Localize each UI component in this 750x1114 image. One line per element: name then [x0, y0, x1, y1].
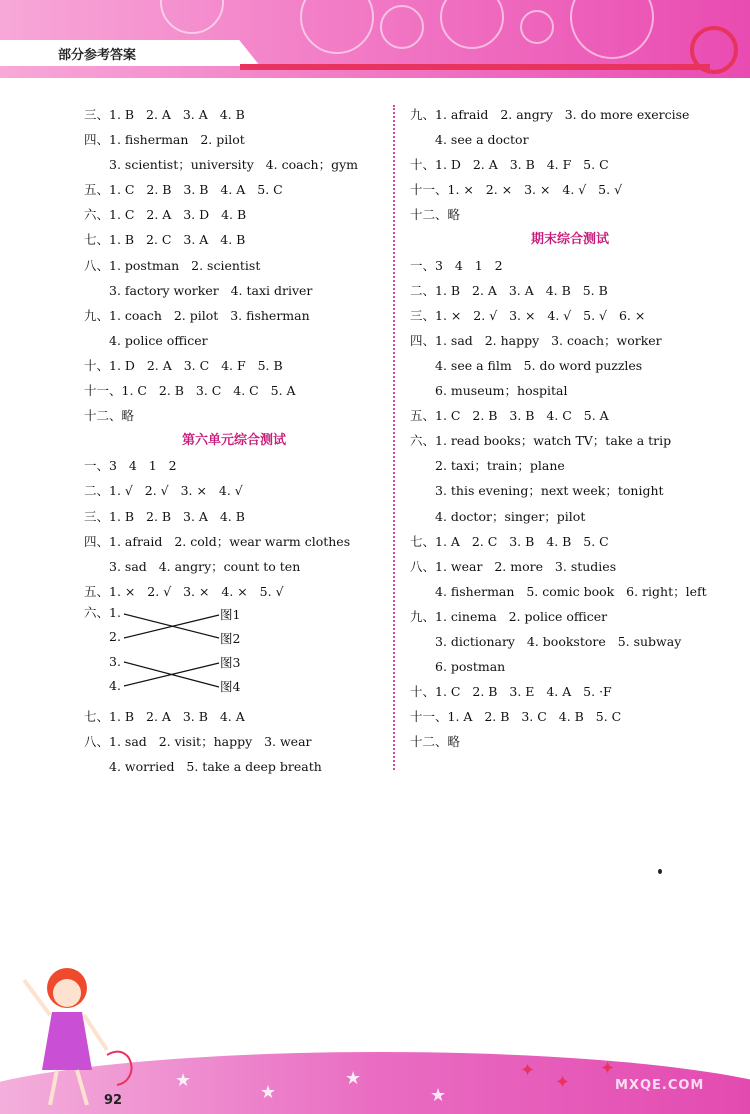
answer-line: 九、1. cinema 2. police officer	[410, 608, 608, 624]
answer-line: 八、1. postman 2. scientist	[84, 257, 261, 273]
answer-line: 三、1. B 2. A 3. A 4. B	[84, 107, 245, 122]
answer-line: 十、1. D 2. A 3. C 4. F 5. B	[84, 357, 283, 373]
decor-bubble	[380, 5, 424, 49]
answer-list-left	[84, 102, 384, 428]
answer-line: 3. dictionary 4. bookstore 5. subway	[435, 633, 682, 649]
answer-line: 六、1. C 2. A 3. D 4. B	[84, 207, 247, 223]
match-left-label: 4.	[109, 677, 121, 693]
decor-bubble	[300, 0, 374, 54]
matching-prefix: 六、	[84, 604, 110, 620]
decor-bubble	[520, 10, 554, 44]
header-rule	[240, 64, 710, 70]
answer-line: 4. police officer	[109, 332, 208, 348]
answer-line: 6. postman	[435, 659, 506, 675]
decor-bubble	[440, 0, 504, 49]
answer-line: 五、1. C 2. B 3. B 4. A 5. C	[84, 182, 283, 198]
answer-line: 一、3 4 1 2	[410, 257, 503, 273]
answer-line: 2. taxi；train；plane	[435, 458, 565, 474]
answer-line: 七、1. A 2. C 3. B 4. B 5. C	[410, 533, 609, 549]
answer-line: 三、1. B 2. B 3. A 4. B	[84, 508, 245, 524]
column-divider	[393, 105, 395, 770]
watermark: MXQE.COM	[615, 1078, 705, 1093]
answer-line: 3. sad 4. angry；count to ten	[109, 558, 301, 574]
match-left-label: 3.	[109, 653, 121, 669]
answer-line: 十一、1. C 2. B 3. C 4. C 5. A	[84, 383, 296, 399]
final-test-heading: 期末综合测试	[530, 232, 609, 248]
answer-line: 三、1. × 2. √ 3. × 4. √ 5. √ 6. ×	[410, 307, 646, 323]
decor-bubble	[160, 0, 224, 34]
answer-line: 十一、1. × 2. × 3. × 4. √ 5. √	[410, 182, 623, 198]
girl-illustration	[12, 960, 162, 1110]
left-column	[84, 102, 384, 779]
star-icon: ★	[175, 1070, 192, 1091]
star-icon: ★	[260, 1082, 277, 1103]
header-title: 部分参考答案	[58, 48, 137, 63]
page-header	[0, 0, 750, 78]
answer-line: 3. this evening；next week；tonight	[435, 483, 664, 499]
right-column	[410, 102, 730, 754]
answer-line: 五、1. × 2. √ 3. × 4. × 5. √	[84, 583, 284, 599]
answer-line: 十二、略	[410, 734, 461, 750]
answer-line: 八、1. wear 2. more 3. studies	[410, 558, 617, 574]
answer-line: 十二、略	[84, 408, 135, 424]
star-icon: ✦	[600, 1058, 616, 1079]
answer-line: 4. worried 5. take a deep breath	[109, 759, 322, 775]
unit6-heading: 第六单元综合测试	[181, 433, 286, 449]
answer-line: 七、1. B 2. A 3. B 4. A	[84, 708, 245, 724]
answer-line: 十一、1. A 2. B 3. C 4. B 5. C	[410, 709, 622, 725]
star-icon: ✦	[520, 1060, 536, 1081]
answer-line: 十、1. D 2. A 3. B 4. F 5. C	[410, 157, 609, 173]
answer-line: 九、1. coach 2. pilot 3. fisherman	[84, 307, 310, 323]
match-right-label: 图3	[220, 654, 241, 670]
unit6-answers-before	[84, 453, 384, 604]
answer-line: 6. museum；hospital	[435, 383, 568, 399]
match-line	[124, 663, 219, 686]
answer-line: 七、1. B 2. C 3. A 4. B	[84, 232, 246, 248]
answer-line: 一、3 4 1 2	[84, 458, 177, 474]
answer-line: 四、1. afraid 2. cold；wear warm clothes	[84, 533, 351, 549]
answer-line: 六、1. read books；watch TV；take a trip	[410, 433, 672, 449]
answer-line: 4. see a doctor	[435, 132, 529, 148]
match-right-label: 图4	[220, 678, 241, 694]
match-right-label: 图2	[220, 630, 241, 646]
answer-line: 四、1. sad 2. happy 3. coach；worker	[410, 332, 662, 348]
star-icon: ✦	[555, 1072, 571, 1093]
answer-line: 八、1. sad 2. visit；happy 3. wear	[84, 733, 312, 749]
matching-lines	[84, 604, 304, 704]
header-ring-icon	[690, 26, 738, 74]
final-test-answers	[410, 253, 730, 755]
answer-line: 五、1. C 2. B 3. B 4. C 5. A	[410, 408, 609, 424]
star-icon: ★	[430, 1085, 447, 1106]
star-icon: ★	[345, 1068, 362, 1089]
answer-line: 4. doctor；singer；pilot	[435, 508, 586, 524]
answer-list-right	[410, 102, 730, 227]
page-number: 92	[104, 1093, 123, 1108]
answer-line: 十二、略	[410, 207, 461, 223]
matching-exercise	[84, 604, 304, 704]
match-left-label: 1.	[109, 604, 121, 620]
answer-line: 二、1. B 2. A 3. A 4. B 5. B	[410, 282, 608, 298]
answer-line: 九、1. afraid 2. angry 3. do more exercise	[410, 107, 690, 122]
answer-line: 4. see a film 5. do word puzzles	[435, 357, 643, 373]
answer-line: 3. scientist；university 4. coach；gym	[109, 157, 359, 173]
answer-line: 二、1. √ 2. √ 3. × 4. √	[84, 483, 243, 499]
answer-line: 3. factory worker 4. taxi driver	[109, 282, 313, 298]
match-right-label: 图1	[220, 606, 241, 622]
stray-dot	[658, 869, 662, 874]
unit6-answers-after	[84, 704, 384, 779]
answer-line: 四、1. fisherman 2. pilot	[84, 132, 245, 148]
answer-line: 十、1. C 2. B 3. E 4. A 5. ·F	[410, 684, 612, 700]
decor-bubble	[570, 0, 654, 59]
answer-line: 4. fisherman 5. comic book 6. right；left	[435, 583, 707, 599]
match-left-label: 2.	[109, 628, 121, 644]
